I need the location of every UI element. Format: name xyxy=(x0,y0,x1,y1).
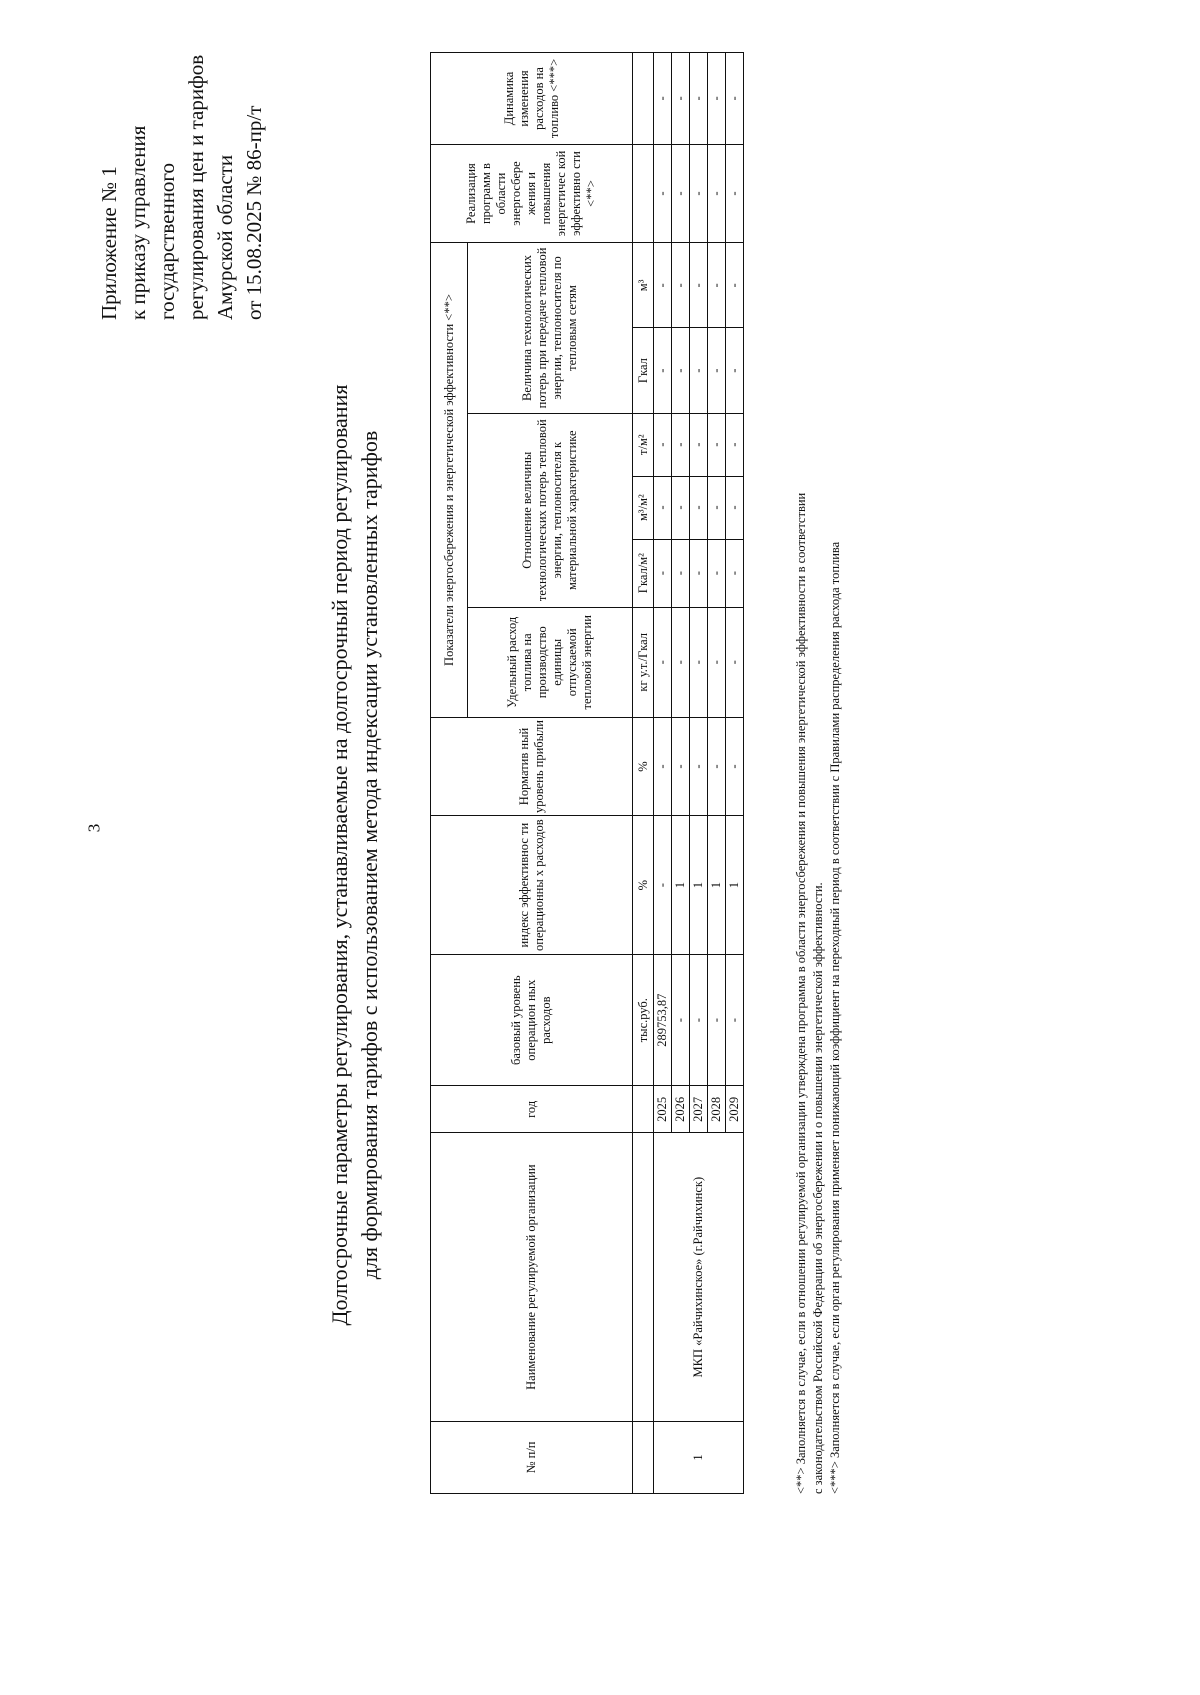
fuel-rate-cell: - xyxy=(708,607,726,717)
header-profit-norm: Норматив ный уровень прибыли xyxy=(431,717,633,815)
ratio-t-cell: - xyxy=(672,413,690,476)
losses-m3-cell: - xyxy=(672,243,690,328)
title-line-1: Долгосрочные параметры регулирования, устанавливаемые на долгосрочный период регулирования xyxy=(327,384,352,1326)
fuel-dynamics-cell: - xyxy=(690,53,708,145)
header-row xyxy=(431,53,468,1494)
fuel-dynamics-cell: - xyxy=(672,53,690,145)
unit-cell: % xyxy=(633,816,654,955)
header-energy-group: Показатели энергосбережения и энергетической эффективности <**> xyxy=(431,243,468,718)
header-efficiency-index: индекс эффективнос ти операционны х расходов xyxy=(431,816,633,955)
appendix-header xyxy=(95,20,269,320)
unit-cell: % xyxy=(633,717,654,815)
footnote-line: с законодательством Российской Федерации об энергосбережении и о повышении энергетической эффективности. xyxy=(811,882,825,1494)
org-name-cell: МКП «Райчихинское» (г.Райчихинск) xyxy=(654,1133,744,1421)
ratio-m3-cell: - xyxy=(654,476,672,539)
year-cell: 2025 xyxy=(654,1086,672,1133)
unit-cell: м³ xyxy=(633,243,654,328)
header-base-opex: базовый уровень операцион ных расходов xyxy=(431,955,633,1086)
efficiency-index-cell: 1 xyxy=(708,816,726,955)
year-cell: 2029 xyxy=(726,1086,744,1133)
parameters-table xyxy=(430,52,744,1494)
ratio-gcal-cell: - xyxy=(672,539,690,607)
losses-m3-cell: - xyxy=(690,243,708,328)
unit-cell xyxy=(633,144,654,242)
losses-gcal-cell: - xyxy=(726,328,744,413)
fuel-dynamics-cell: - xyxy=(726,53,744,145)
year-cell: 2027 xyxy=(690,1086,708,1133)
document-title xyxy=(325,280,385,1430)
header-fuel-dynamics: Динамика изменения расходов на топливо <***> xyxy=(431,53,633,145)
profit-norm-cell: - xyxy=(672,717,690,815)
losses-gcal-cell: - xyxy=(708,328,726,413)
parameters-table-wrapper xyxy=(430,52,744,1494)
header-fuel-rate: Удельный расход топлива на производство единицы отпускаемой тепловой энергии xyxy=(468,607,633,717)
fuel-dynamics-cell: - xyxy=(708,53,726,145)
fuel-dynamics-cell: - xyxy=(654,53,672,145)
ratio-m3-cell: - xyxy=(726,476,744,539)
year-cell: 2028 xyxy=(708,1086,726,1133)
appendix-line: Амурской области xyxy=(213,154,237,320)
landscape-page xyxy=(55,50,915,1610)
profit-norm-cell: - xyxy=(654,717,672,815)
base-opex-cell: - xyxy=(726,955,744,1086)
base-opex-cell: - xyxy=(672,955,690,1086)
programs-cell: - xyxy=(690,144,708,242)
unit-cell: тыс.руб. xyxy=(633,955,654,1086)
header-number: № п/п xyxy=(431,1421,633,1493)
ratio-t-cell: - xyxy=(690,413,708,476)
header-year: год xyxy=(431,1086,633,1133)
ratio-t-cell: - xyxy=(708,413,726,476)
ratio-t-cell: - xyxy=(654,413,672,476)
unit-cell: Гкал/м² xyxy=(633,539,654,607)
header-organization: Наименование регулируемой организации xyxy=(431,1133,633,1421)
unit-cell xyxy=(633,53,654,145)
base-opex-cell: 289753,87 xyxy=(654,955,672,1086)
appendix-line: регулирования цен и тарифов xyxy=(184,54,208,320)
title-line-2: для формирования тарифов с использованием метода индексации установленных тарифов xyxy=(357,430,382,1280)
losses-m3-cell: - xyxy=(726,243,744,328)
profit-norm-cell: - xyxy=(690,717,708,815)
unit-cell: т/м² xyxy=(633,413,654,476)
base-opex-cell: - xyxy=(690,955,708,1086)
ratio-gcal-cell: - xyxy=(726,539,744,607)
fuel-rate-cell: - xyxy=(690,607,708,717)
fuel-rate-cell: - xyxy=(726,607,744,717)
programs-cell: - xyxy=(654,144,672,242)
efficiency-index-cell: 1 xyxy=(690,816,708,955)
unit-cell xyxy=(633,1421,654,1493)
unit-cell xyxy=(633,1133,654,1421)
profit-norm-cell: - xyxy=(726,717,744,815)
table-row xyxy=(654,53,672,1494)
efficiency-index-cell: 1 xyxy=(672,816,690,955)
page-number: 3 xyxy=(84,823,104,833)
appendix-line: государственного xyxy=(155,162,179,320)
org-number-cell: 1 xyxy=(654,1421,744,1493)
ratio-m3-cell: - xyxy=(672,476,690,539)
losses-gcal-cell: - xyxy=(690,328,708,413)
appendix-line: от 15.08.2025 № 86-пр/т xyxy=(242,105,266,320)
profit-norm-cell: - xyxy=(708,717,726,815)
appendix-line: Приложение № 1 xyxy=(97,166,121,320)
ratio-m3-cell: - xyxy=(708,476,726,539)
losses-gcal-cell: - xyxy=(654,328,672,413)
losses-m3-cell: - xyxy=(708,243,726,328)
programs-cell: - xyxy=(708,144,726,242)
efficiency-index-cell: - xyxy=(654,816,672,955)
header-programs: Реализация программ в области энергосбере жения и повышения энергетичес кой эффективно сти <**> xyxy=(431,144,633,242)
footnote-line: <**> Заполняется в случае, если в отношении регулируемой организации утверждена программа в области энергосбережения и повышения энергетической эффективности в соответствии xyxy=(794,492,808,1494)
footnotes xyxy=(793,54,844,1494)
footnote-line: <***> Заполняется в случае, если орган регулирования применяет понижающий коэффициент на переходный период в соответствии с Правилами распределения расхода топлива xyxy=(828,541,842,1494)
unit-cell: м³/м² xyxy=(633,476,654,539)
units-row xyxy=(633,53,654,1494)
programs-cell: - xyxy=(672,144,690,242)
unit-cell xyxy=(633,1086,654,1133)
year-cell: 2026 xyxy=(672,1086,690,1133)
fuel-rate-cell: - xyxy=(654,607,672,717)
programs-cell: - xyxy=(726,144,744,242)
ratio-gcal-cell: - xyxy=(654,539,672,607)
ratio-gcal-cell: - xyxy=(708,539,726,607)
unit-cell: кг у.т./Гкал xyxy=(633,607,654,717)
unit-cell: Гкал xyxy=(633,328,654,413)
ratio-gcal-cell: - xyxy=(690,539,708,607)
header-loss-ratio: Отношение величины технологических потерь тепловой энергии, теплоносителя к материальной характеристике xyxy=(468,413,633,607)
efficiency-index-cell: 1 xyxy=(726,816,744,955)
header-losses: Величина технологических потерь при передаче тепловой энергии, теплоносителя по тепловым сетям xyxy=(468,243,633,413)
fuel-rate-cell: - xyxy=(672,607,690,717)
losses-gcal-cell: - xyxy=(672,328,690,413)
losses-m3-cell: - xyxy=(654,243,672,328)
base-opex-cell: - xyxy=(708,955,726,1086)
ratio-m3-cell: - xyxy=(690,476,708,539)
appendix-line: к приказу управления xyxy=(126,125,150,320)
ratio-t-cell: - xyxy=(726,413,744,476)
